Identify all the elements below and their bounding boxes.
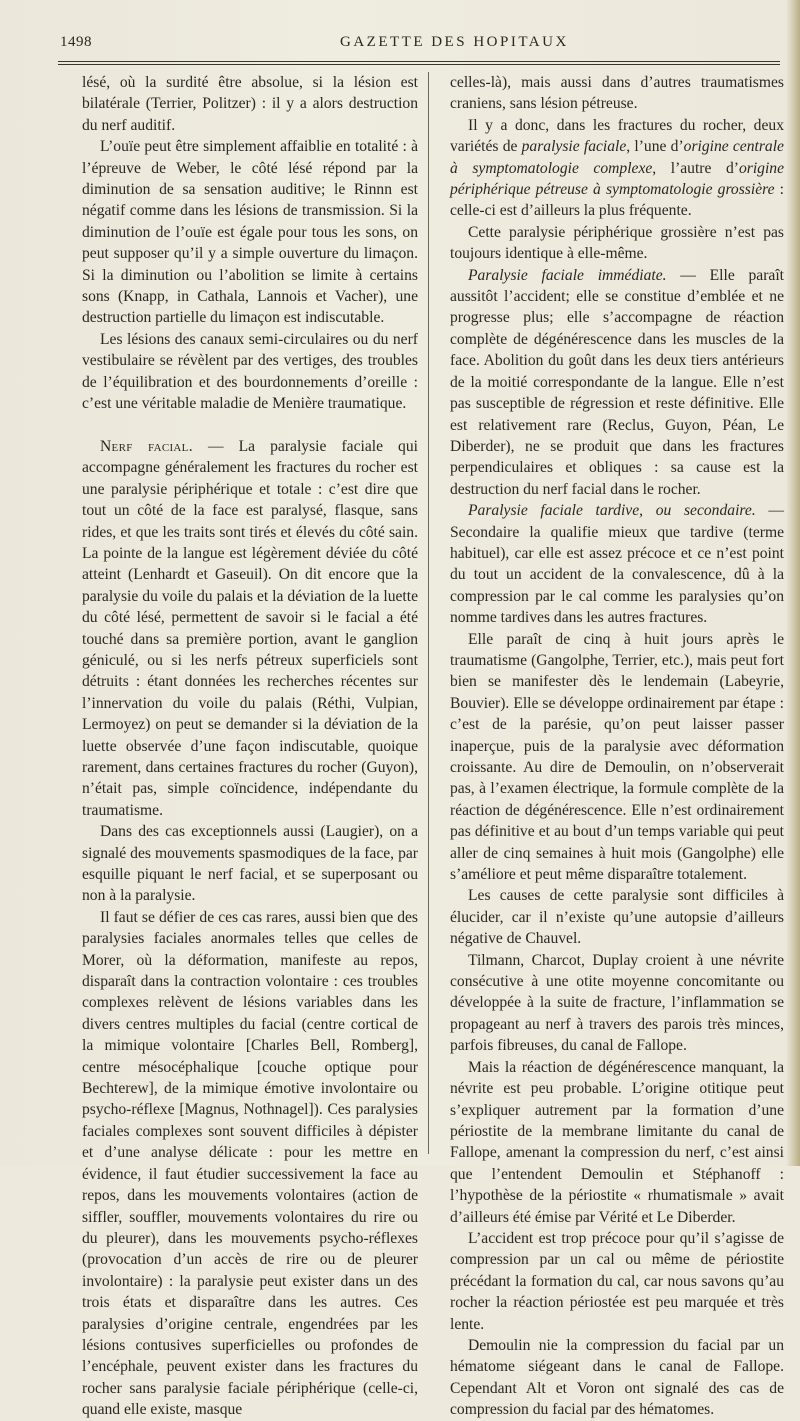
italic-term: paralysie faciale xyxy=(521,138,627,156)
left-column xyxy=(82,72,418,1419)
right-column xyxy=(450,72,784,1419)
paragraph xyxy=(450,265,784,500)
paragraph-text: — Secondaire la qualifie mieux que tardive (terme habituel), car elle est assez précoce et ce n’est point du tout un accident de la convalescence, dû à la compression par le cal comme les paralysies qu’on nomme tardives dans les autres fractures. xyxy=(450,502,784,627)
page-number: 1498 xyxy=(60,34,92,50)
page-edge xyxy=(786,0,800,1166)
paragraph-text: , l’autre d’ xyxy=(652,159,739,177)
header-rule-bottom xyxy=(58,64,780,65)
paragraph xyxy=(450,115,784,222)
subsection-heading: Paralysie faciale immédiate. xyxy=(468,266,667,284)
paragraph: Demoulin nie la compression du facial par un hématome siégeant dans le canal de Fallope. Cependant Alt et Voron ont signalé des cas de compression du facial par des hématomes. xyxy=(450,1336,784,1419)
paragraph: Mais la réaction de dégénérescence manquant, la névrite est peu probable. L’origine otitique peut s’expliquer autrement par la formation d’une périostite de la membrane limitante du canal de Fallope, amenant la compression du nerf, c’est ainsi que l’entendent Demoulin et Stéphanoff : l’hypothèse de la périostite « rhumatismale » avait d’ailleurs été émise par Vérité et Le Diberder. xyxy=(450,1058,784,1226)
paragraph xyxy=(450,500,784,628)
paragraph: Il faut se défier de ces cas rares, aussi bien que des paralysies faciales anormales telles que celles de Morer, où la déformation, manifeste au repos, disparaît dans la contraction volontaire : ces troubles complexes relèvent de lésions variables dans les divers centres multiples du facial (centre cortical de la mimique volontaire [Charles Bell, Romberg], centre mésocéphalique [couche optique pour Bechterew], de la mimique émotive involontaire ou psycho-réflexe [Magnus, Nothnagel]). Ces paralysies faciales complexes sont souvent difficiles à dépister et d’une analyse délicate : pour les mettre en évidence, il faut étudier successivement la face au repos, dans les mouvements volontaires (action de siffler, souffler, mouvements volontaires du rire ou du pleurer), dans les mouvements psycho-réflexes (provocation d’un accès de rire ou de pleurer involontaire) : la paralysie peut exister dans un des trois états et disparaître dans les autres. Ces paralysies d’origine centrale, engendrées par les lésions contusives superficielles ou profondes de l’encéphale, peuvent exister dans les fractures du rocher sans paralysie faciale périphérique (celle-ci, quand elle existe, masque xyxy=(82,908,418,1419)
header-rule-top xyxy=(58,61,780,62)
paragraph: Les lésions des canaux semi-circulaires ou du nerf vestibulaire se révèlent par des vertiges, des troubles de l’équilibration et des bourdonnements d’oreille : c’est une véritable maladie de Menière traumatique. xyxy=(82,330,418,413)
paragraph: Elle paraît de cinq à huit jours après le traumatisme (Gangolphe, Terrier, etc.), mais peut fort bien se manifester dès le lendemain (Labeyrie, Bouvier). Elle se développe ordinairement par étape : c’est de la parésie, qu’on peut laisser passer inaperçue, puis de la paralysie avec déformation croissante. Au dire de Demoulin, on n’observerait pas, à l’examen électrique, la formule complète de la réaction de dégénérescence. Elle n’est ordinairement pas définitive et au bout d’un temps variable qui peut aller de cinq semaines à huit mois (Gangolphe) elle s’améliore et peut même disparaître totalement. xyxy=(450,630,784,884)
paragraph: Dans des cas exceptionnels aussi (Laugier), on a signalé des mouvements spasmodiques de la face, par esquille piquant le nerf facial, et se superposant ou non à la paralysie. xyxy=(82,823,418,905)
italic-term: origine périphérique pétreuse à symptomatologie grossière xyxy=(450,159,784,199)
section-facial-nerve xyxy=(82,436,418,821)
paragraph-text: , l’une d’ xyxy=(626,138,684,156)
paragraph: Cette paralysie périphérique grossière n’est pas toujours identique à elle-même. xyxy=(450,223,784,263)
section-heading: Nerf facial. xyxy=(100,437,193,455)
running-title: GAZETTE DES HOPITAUX xyxy=(340,34,569,50)
column-divider xyxy=(428,72,429,1154)
paragraph-text: Il y a donc, dans les fractures du rocher, deux variétés de xyxy=(450,116,784,156)
italic-term: origine centrale à symptomatologie complexe xyxy=(450,138,784,177)
subsection-heading: Paralysie faciale tardive, ou secondaire. xyxy=(468,502,756,520)
page-header xyxy=(0,34,800,56)
paragraph: lésé, où la surdité être absolue, si la lésion est bilatérale (Terrier, Politzer) : il y a alors destruction du nerf auditif. xyxy=(82,74,418,134)
paragraph-text: : celle-ci est d’ailleurs la plus fréquente. xyxy=(450,181,784,220)
paragraph: celles-là), mais aussi dans d’autres traumatismes craniens, sans lésion pétreuse. xyxy=(450,74,784,113)
paragraph: L’accident est trop précoce pour qu’il s’agisse de compression par un cal ou même de périostite précédant la formation du cal, car nous savons qu’au rocher la réaction périostée est peu marquée et très lente. xyxy=(450,1229,784,1333)
paragraph-text: — La paralysie faciale qui accompagne généralement les fractures du rocher est une paralysie périphérique et totale : c’est dire que tout un côté de la face est paralysé, flasque, sans rides, et que les traits sont tirés et élevés du côté sain. La pointe de la langue est légèrement déviée du côté atteint (Lenhardt et Gaseuil). On dit encore que la paralysie du voile du palais et la déviation de la luette du côté lésé, permettent de savoir si le facial a été touché dans sa première portion, avant le ganglion géniculé, ou si les nerfs pétreux superficiels sont détruits : étant données les recherches récentes sur l’innervation du voile du palais (Réthi, Vulpian, Lermoyez) on peut se demander si la déviation de la luette observée d’une façon indiscutable, quoique rarement, dans certaines fractures du rocher (Guyon), n’était pas, simple coïncidence, indépendante du traumatisme. xyxy=(82,437,418,819)
paragraph: L’ouïe peut être simplement affaiblie en totalité : à l’épreuve de Weber, le côté lésé répond par la diminution de sa sensation auditive; le Rinnn est négatif comme dans les lésions de transmission. Si la diminution de l’ouïe est égale pour tous les sons, on peut supposer qu’il y a simple ouverture du limaçon. Si la diminution ou l’abolition se limite à certains sons (Knapp, in Cathala, Lannois et Vacher), une destruction partielle du limaçon est indiscutable. xyxy=(82,138,418,327)
paragraph: Les causes de cette paralysie sont difficiles à élucider, car il n’existe qu’une autopsie d’ailleurs négative de Chauvel. xyxy=(450,887,784,948)
paragraph: Tilmann, Charcot, Duplay croient à une névrite consécutive à une otite moyenne concomitante ou développée à la suite de fracture, l’inflammation se propageant au nerf à travers des parois très minces, parfois fibreuses, du canal de Fallope. xyxy=(450,951,784,1055)
paragraph-text: — Elle paraît aussitôt l’accident; elle se constitue d’emblée et ne progresse plus; elle s’accompagne de réaction complète de dégénérescence dans les muscles de la face. Abolition du goût dans les deux tiers antérieurs de la moitié correspondante de la langue. Elle n’est pas susceptible de régression et reste définitive. Elle est relativement rare (Reclus, Guyon, Péan, Le Diberder), ne se produit que dans les fractures perpendiculaires et obliques : sa cause est la destruction du nerf facial dans le rocher. xyxy=(450,266,784,498)
